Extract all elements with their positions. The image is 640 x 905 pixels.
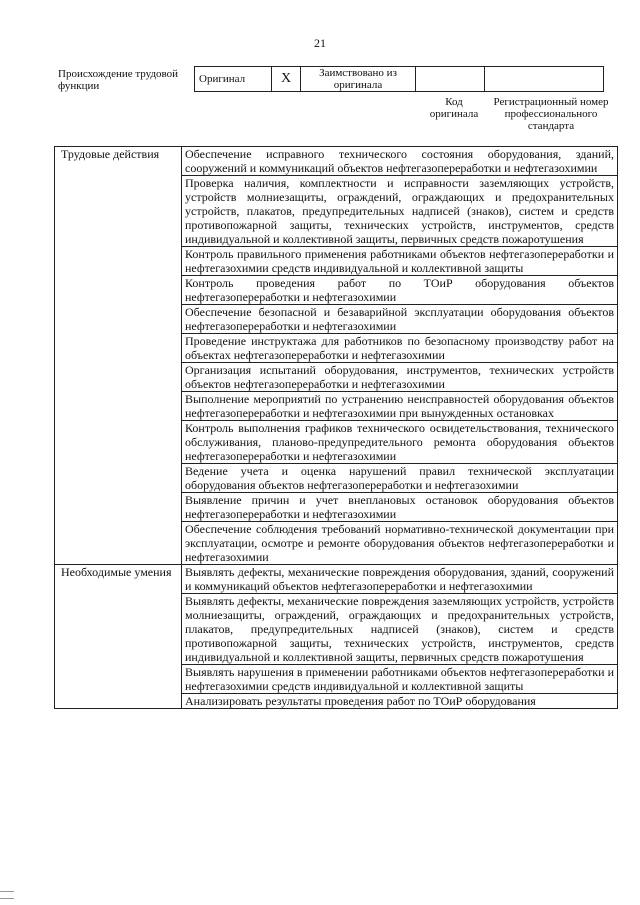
section-item: Проведение инструктажа для работников по безопасному производству работ на объектах нефтегазопереработки и нефтегазохимии [182,334,618,363]
reg-number-label: Регистрационный номер профессионального стандарта [493,96,609,132]
section-header: Необходимые умения [55,565,182,709]
section-item: Выполнение мероприятий по устранению неисправностей оборудования объектов нефтегазопереработки и нефтегазохимии при вынужденных остановках [182,392,618,421]
original-cell: Оригинал [195,67,272,92]
section-item: Выявлять дефекты, механические повреждения оборудования, зданий, сооружений и коммуникаций объектов нефтегазопереработки и нефтегазохимии [182,565,618,594]
section-item: Обеспечение соблюдения требований нормативно-технической документации при эксплуатации, осмотре и ремонте оборудования объектов нефтегазопереработки и нефтегазохимии [182,522,618,565]
origin-label: Происхождение трудовой функции [58,68,179,92]
original-mark: X [272,67,301,92]
section-item: Обеспечение исправного технического состояния оборудования, зданий, сооружений и коммуникаций объектов нефтегазопереработки и нефтегазохимии [182,147,618,176]
section-item: Ведение учета и оценка нарушений правил технической эксплуатации оборудования объектов нефтегазопереработки и нефтегазохимии [182,464,618,493]
section-item: Обеспечение безопасной и безаварийной эксплуатации оборудования объектов нефтегазопереработки и нефтегазохимии [182,305,618,334]
section-item: Проверка наличия, комплектности и исправности заземляющих устройств, устройств молниезащиты, ограждений, ограждающих и предохранительных устройств, плакатов, предупредительных надписей (знаков), систем и средств противопожарной защиты, технических устройств, инструментов, средств индивидуальной и коллективной защиты, первичных средств пожаротушения [182,176,618,247]
section-item: Контроль правильного применения работниками объектов нефтегазопереработки и нефтегазохимии средств индивидуальной и коллективной защиты [182,247,618,276]
code-label: Код оригинала [429,96,479,120]
section-item: Контроль проведения работ по ТОиР оборудования объектов нефтегазопереработки и нефтегазохимии [182,276,618,305]
scan-mark [0,891,14,899]
functions-table [54,146,618,709]
section-item: Организация испытаний оборудования, инструментов, технических устройств объектов нефтегазопереработки и нефтегазохимии [182,363,618,392]
borrowed-cell: Заимствовано из оригинала [301,67,416,92]
table-row [55,565,618,594]
section-item: Анализировать результаты проведения работ по ТОиР оборудования [182,694,618,709]
reg-number-cell [485,67,604,92]
section-item: Контроль выполнения графиков технического освидетельствования, технического обслуживания, планово-предупредительного ремонта оборудования объектов нефтегазопереработки и нефтегазохимии [182,421,618,464]
table-row [55,147,618,176]
section-item: Выявлять нарушения в применении работниками объектов нефтегазопереработки и нефтегазохимии средств индивидуальной и коллективной защиты [182,665,618,694]
code-cell [416,67,485,92]
section-item: Выявление причин и учет внеплановых остановок оборудования объектов нефтегазопереработки и нефтегазохимии [182,493,618,522]
page-number: 21 [314,36,326,50]
section-item: Выявлять дефекты, механические повреждения заземляющих устройств, устройств молниезащиты, ограждений, ограждающих и предохранительных устройств, плакатов, предупредительных надписей (знаков), систем и средств противопожарной защиты, технических устройств, инструментов, средств индивидуальной и коллективной защиты, первичных средств пожаротушения [182,594,618,665]
origin-table [194,66,604,92]
section-header: Трудовые действия [55,147,182,565]
